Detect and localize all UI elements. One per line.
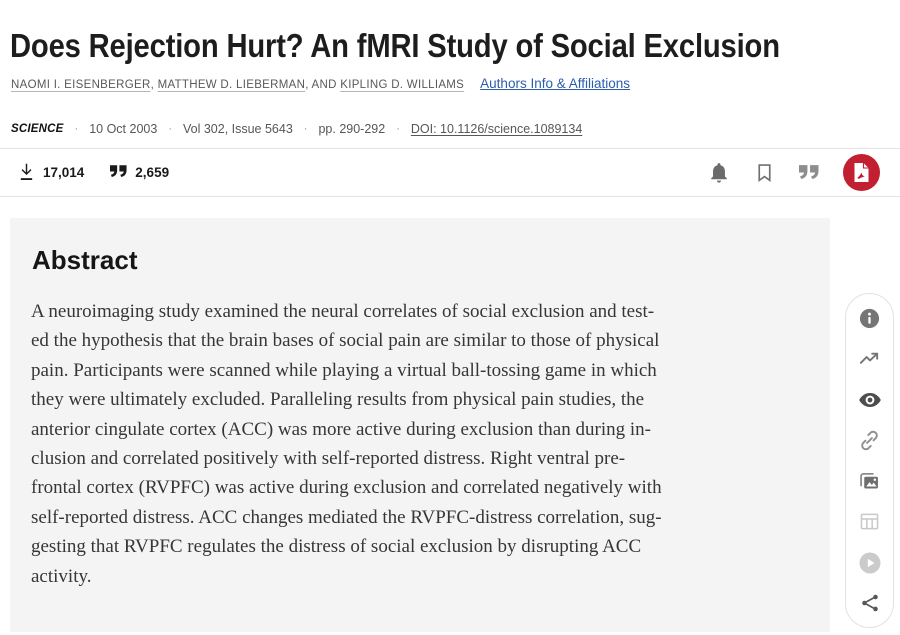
toolbar-actions [708,154,880,191]
meta-separator-dot: · [303,123,308,135]
abstract-line: pain. Participants were scanned while playing a virtual ball-tossing game in which [31,359,657,381]
metrics-toolbar [0,149,900,196]
author-link-3[interactable]: KIPLING D. WILLIAMS [340,79,465,91]
downloads-metric [18,162,84,184]
abstract-line: ed the hypothesis that the brain bases of social pain are similar to those of physical [31,330,660,352]
volume-issue: Vol 302, Issue 5643 [182,122,293,136]
abstract-line: gesting that RVPFC regulates the distress of social exclusion by disrupting ACC [31,536,642,558]
metrics-trend-icon[interactable] [858,347,881,370]
abstract-line: self-reported distress. ACC changes mediated the RVPFC-distress correlation, sug- [31,506,662,528]
abstract-line: anterior cingulate cortex (ACC) was more active during exclusion than during in- [31,418,651,440]
doi-link[interactable]: DOI: 10.1126/science.1089134 [410,122,583,136]
authors-info-affiliations-link[interactable]: Authors Info & Affiliations [480,76,631,91]
bookmark-icon[interactable] [754,161,775,184]
citations-count: 2,659 [135,165,170,180]
link-icon[interactable] [858,429,881,452]
bell-icon[interactable] [708,161,730,184]
author-separator: , [150,79,158,91]
author-separator: , AND [305,79,341,91]
article-meta-line [11,122,582,136]
article-metrics [18,162,169,184]
abstract-line: they were ultimately excluded. Paralleling results from physical pain studies, the [31,389,645,411]
meta-separator-dot: · [168,123,172,135]
author-link-1[interactable]: NAOMI I. EISENBERGER [11,79,151,91]
page-title: Does Rejection Hurt? An fMRI Study of Social Exclusion [10,27,780,65]
abstract-section [10,218,830,632]
page-range: pp. 290-292 [318,122,386,136]
table-icon[interactable] [858,510,881,533]
pdf-icon[interactable] [843,154,880,191]
quote-icon[interactable] [799,165,819,180]
share-icon[interactable] [859,592,881,614]
journal-name: SCIENCE [11,123,64,135]
meta-separator-dot: · [396,123,400,135]
citation-quote-icon [110,165,127,181]
meta-separator-dot: · [74,123,79,135]
article-action-rail [845,293,894,628]
downloads-count: 17,014 [43,165,85,180]
eye-icon[interactable] [858,388,882,412]
abstract-line: frontal cortex (RVPFC) was active during exclusion and correlated negatively with [31,477,662,499]
info-icon[interactable] [858,307,881,330]
authors-line [11,76,630,91]
abstract-line: clusion and correlated positively with self-reported distress. Right ventral pre- [31,448,626,470]
abstract-text [31,297,810,591]
abstract-line: A neuroimaging study examined the neural correlates of social exclusion and test- [31,301,655,322]
publish-date: 10 Oct 2003 [89,122,158,136]
toolbar-divider [0,196,900,197]
images-icon[interactable] [858,470,881,493]
author-link-2[interactable]: MATTHEW D. LIEBERMAN [157,79,306,91]
play-icon[interactable] [858,551,882,575]
abstract-heading: Abstract [32,245,138,275]
citations-metric [110,165,169,181]
abstract-line: activity. [31,565,92,587]
download-icon [18,162,35,184]
